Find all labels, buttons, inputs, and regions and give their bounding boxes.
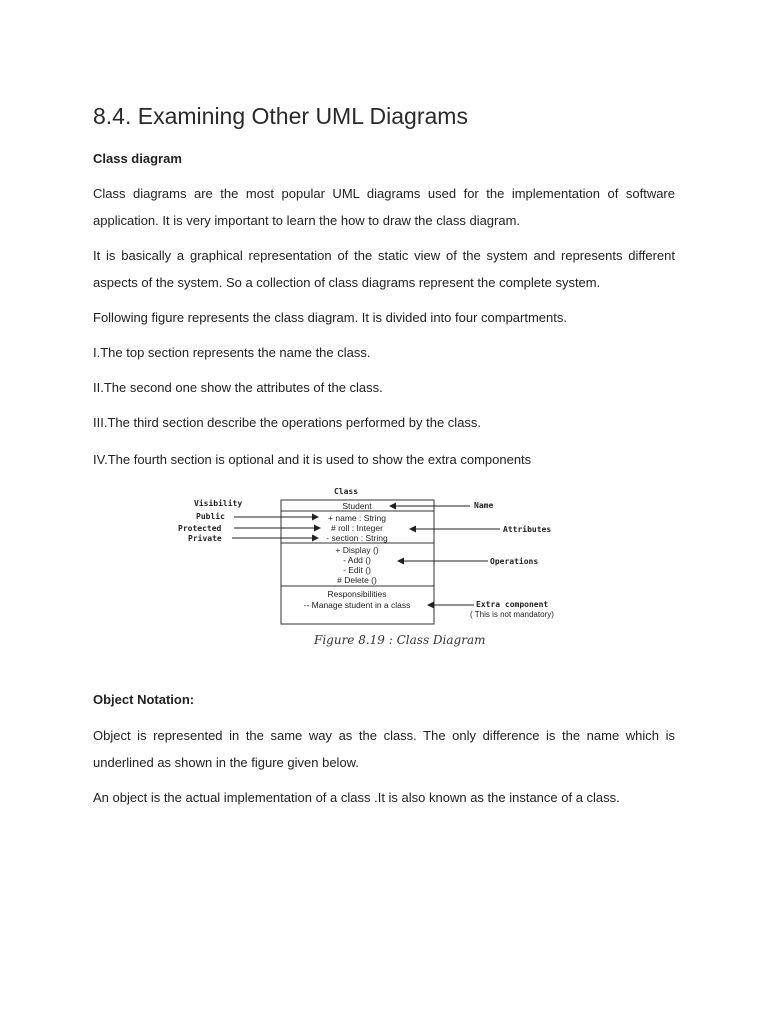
class-diagram-paragraph-1: Class diagrams are the most popular UML diagrams used for the implementation of software application. It is very important to learn the how to draw the class diagram. xyxy=(93,186,675,228)
object-notation-paragraph-1: Object is represented in the same way as the class. The only difference is the name which is underlined as shown in the figure given below. xyxy=(93,728,675,770)
class-diagram-paragraph-2: It is basically a graphical representation of the static view of the system and represents different aspects of the system. So a collection of class diagrams represent the complete system. xyxy=(93,248,675,290)
public-label: Public xyxy=(196,512,225,521)
page-title: 8.4. Examining Other UML Diagrams xyxy=(93,103,468,129)
class-diagram-paragraph-3: Following figure represents the class diagram. It is divided into four compartments. xyxy=(93,310,567,325)
private-label: Private xyxy=(188,534,222,543)
extra-line-1: Responsibilities xyxy=(327,589,387,599)
object-notation-heading: Object Notation: xyxy=(93,692,195,707)
operation-4: # Delete () xyxy=(337,575,377,585)
figure-caption: Figure 8.19 : Class Diagram xyxy=(314,633,486,647)
operation-1: + Display () xyxy=(335,545,379,555)
object-notation-paragraph-2: An object is the actual implementation of a class .It is also known as the instance of a class. xyxy=(93,790,620,805)
attribute-3: - section : String xyxy=(326,533,388,543)
extra-line-2: -- Manage student in a class xyxy=(303,600,411,610)
protected-label: Protected xyxy=(178,524,222,533)
extra-component-label: Extra component xyxy=(476,600,549,609)
name-label: Name xyxy=(474,501,494,510)
compartment-item-4: IV.The fourth section is optional and it is used to show the extra components xyxy=(93,452,532,467)
operation-2: - Add () xyxy=(343,555,371,565)
visibility-label: Visibility xyxy=(194,499,243,508)
class-name: Student xyxy=(342,501,372,511)
compartment-item-1: I.The top section represents the name the class. xyxy=(93,345,371,360)
compartment-item-3: III.The third section describe the operations performed by the class. xyxy=(93,415,482,430)
attributes-label: Attributes xyxy=(503,525,552,534)
class-diagram-figure xyxy=(172,482,592,652)
attribute-1: + name : String xyxy=(328,513,386,523)
operations-label: Operations xyxy=(490,557,539,566)
attribute-2: # roll : Integer xyxy=(331,523,383,533)
extra-component-note: ( This is not mandatory) xyxy=(470,610,554,619)
compartment-item-2: II.The second one show the attributes of the class. xyxy=(93,380,383,395)
class-diagram-heading: Class diagram xyxy=(93,151,182,166)
operation-3: - Edit () xyxy=(343,565,371,575)
class-top-label: Class xyxy=(333,487,359,496)
class-diagram-svg xyxy=(172,482,592,632)
